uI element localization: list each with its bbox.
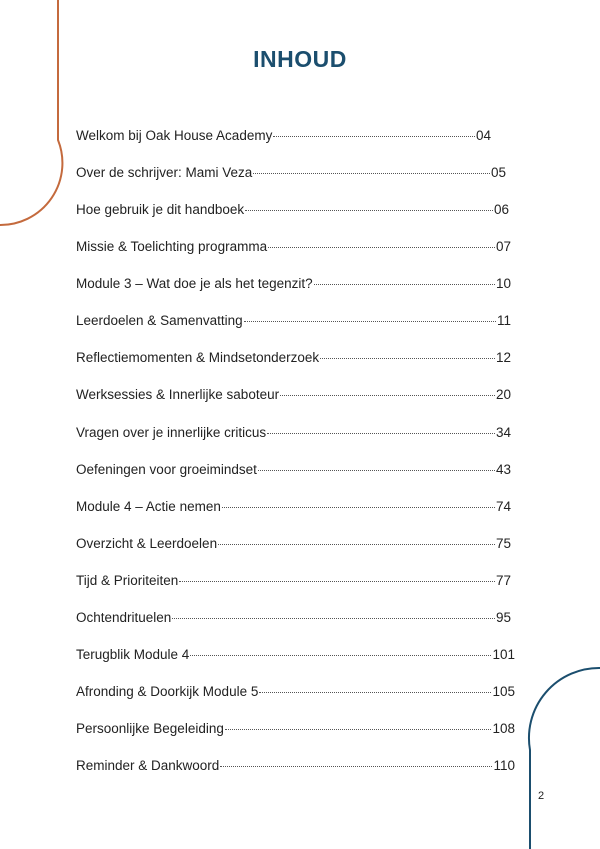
- page-number: 2: [538, 790, 545, 802]
- toc-entry[interactable]: [76, 757, 515, 775]
- toc-entry-page: 108: [492, 721, 515, 736]
- toc-entry-page: 34: [495, 425, 511, 440]
- toc-entry-label: Tijd & Prioriteiten: [76, 573, 179, 588]
- toc-entry[interactable]: [76, 572, 511, 590]
- toc-entry-label: Afronding & Doorkijk Module 5: [76, 684, 259, 699]
- toc-entry[interactable]: [76, 164, 506, 182]
- toc-entry-page: 77: [495, 573, 511, 588]
- toc-dot-leader: [320, 358, 495, 359]
- toc-dot-leader: [244, 321, 496, 322]
- toc-entry-page: 105: [492, 684, 515, 699]
- toc-dot-leader: [280, 395, 495, 396]
- toc-entry-page: 74: [495, 499, 511, 514]
- toc-entry[interactable]: [76, 424, 511, 442]
- toc-entry-label: Reflectiemomenten & Mindsetonderzoek: [76, 350, 320, 365]
- toc-dot-leader: [268, 247, 495, 248]
- toc-dot-leader: [267, 433, 495, 434]
- toc-dot-leader: [253, 173, 490, 174]
- toc-dot-leader: [218, 544, 495, 545]
- toc-entry-page: 04: [475, 128, 491, 143]
- toc-entry-label: Module 4 – Actie nemen: [76, 499, 221, 514]
- toc-entry-label: Welkom bij Oak House Academy: [76, 128, 273, 143]
- toc-entry[interactable]: [76, 238, 511, 256]
- toc-entry[interactable]: [76, 609, 511, 627]
- toc-entry-page: 12: [495, 350, 511, 365]
- toc-dot-leader: [258, 470, 495, 471]
- toc-entry[interactable]: [76, 646, 515, 664]
- toc-entry-page: 75: [495, 536, 511, 551]
- toc-entry-label: Hoe gebruik je dit handboek: [76, 202, 245, 217]
- toc-entry[interactable]: [76, 386, 511, 404]
- toc-entry-label: Overzicht & Leerdoelen: [76, 536, 218, 551]
- toc-entry-page: 101: [492, 647, 515, 662]
- top-left-arc: [0, 0, 62, 225]
- toc-entry-page: 95: [495, 610, 511, 625]
- table-of-contents: [76, 0, 516, 849]
- toc-entry[interactable]: [76, 720, 515, 738]
- toc-entry-label: Reminder & Dankwoord: [76, 758, 220, 773]
- toc-entry-label: Oefeningen voor groeimindset: [76, 462, 257, 477]
- toc-entry-label: Over de schrijver: Mami Veza: [76, 165, 253, 180]
- toc-entry-page: 10: [495, 276, 511, 291]
- toc-entry[interactable]: [76, 312, 511, 330]
- toc-dot-leader: [190, 655, 491, 656]
- toc-entry-label: Vragen over je innerlijke criticus: [76, 425, 267, 440]
- toc-entry-label: Ochtendrituelen: [76, 610, 172, 625]
- toc-entry-label: Terugblik Module 4: [76, 647, 190, 662]
- toc-entry-page: 11: [496, 313, 511, 328]
- toc-dot-leader: [225, 729, 492, 730]
- toc-entry-page: 43: [495, 462, 511, 477]
- bottom-right-arc: [529, 668, 600, 849]
- toc-entry-label: Leerdoelen & Samenvatting: [76, 313, 243, 328]
- toc-dot-leader: [314, 284, 495, 285]
- toc-dot-leader: [245, 210, 493, 211]
- toc-dot-leader: [259, 692, 491, 693]
- toc-dot-leader: [179, 581, 495, 582]
- toc-entry[interactable]: [76, 683, 515, 701]
- toc-dot-leader: [220, 766, 492, 767]
- toc-entry[interactable]: [76, 349, 511, 367]
- toc-entry-page: 06: [493, 202, 509, 217]
- toc-entry[interactable]: [76, 127, 491, 145]
- toc-entry[interactable]: [76, 461, 511, 479]
- toc-entry-label: Missie & Toelichting programma: [76, 239, 268, 254]
- page-title: INHOUD: [253, 46, 347, 72]
- toc-dot-leader: [222, 507, 495, 508]
- toc-entry-label: Persoonlijke Begeleiding: [76, 721, 224, 736]
- toc-entry[interactable]: [76, 498, 511, 516]
- toc-entry[interactable]: [76, 275, 511, 293]
- toc-entry[interactable]: [76, 201, 509, 219]
- toc-entry-page: 20: [495, 387, 511, 402]
- toc-entry-page: 110: [493, 758, 515, 773]
- toc-entry-label: Module 3 – Wat doe je als het tegenzit?: [76, 276, 313, 291]
- toc-dot-leader: [273, 136, 475, 137]
- toc-entry-page: 07: [495, 239, 511, 254]
- toc-entry-page: 05: [490, 165, 506, 180]
- toc-dot-leader: [172, 618, 495, 619]
- toc-entry-label: Werksessies & Innerlijke saboteur: [76, 387, 280, 402]
- toc-entry[interactable]: [76, 535, 511, 553]
